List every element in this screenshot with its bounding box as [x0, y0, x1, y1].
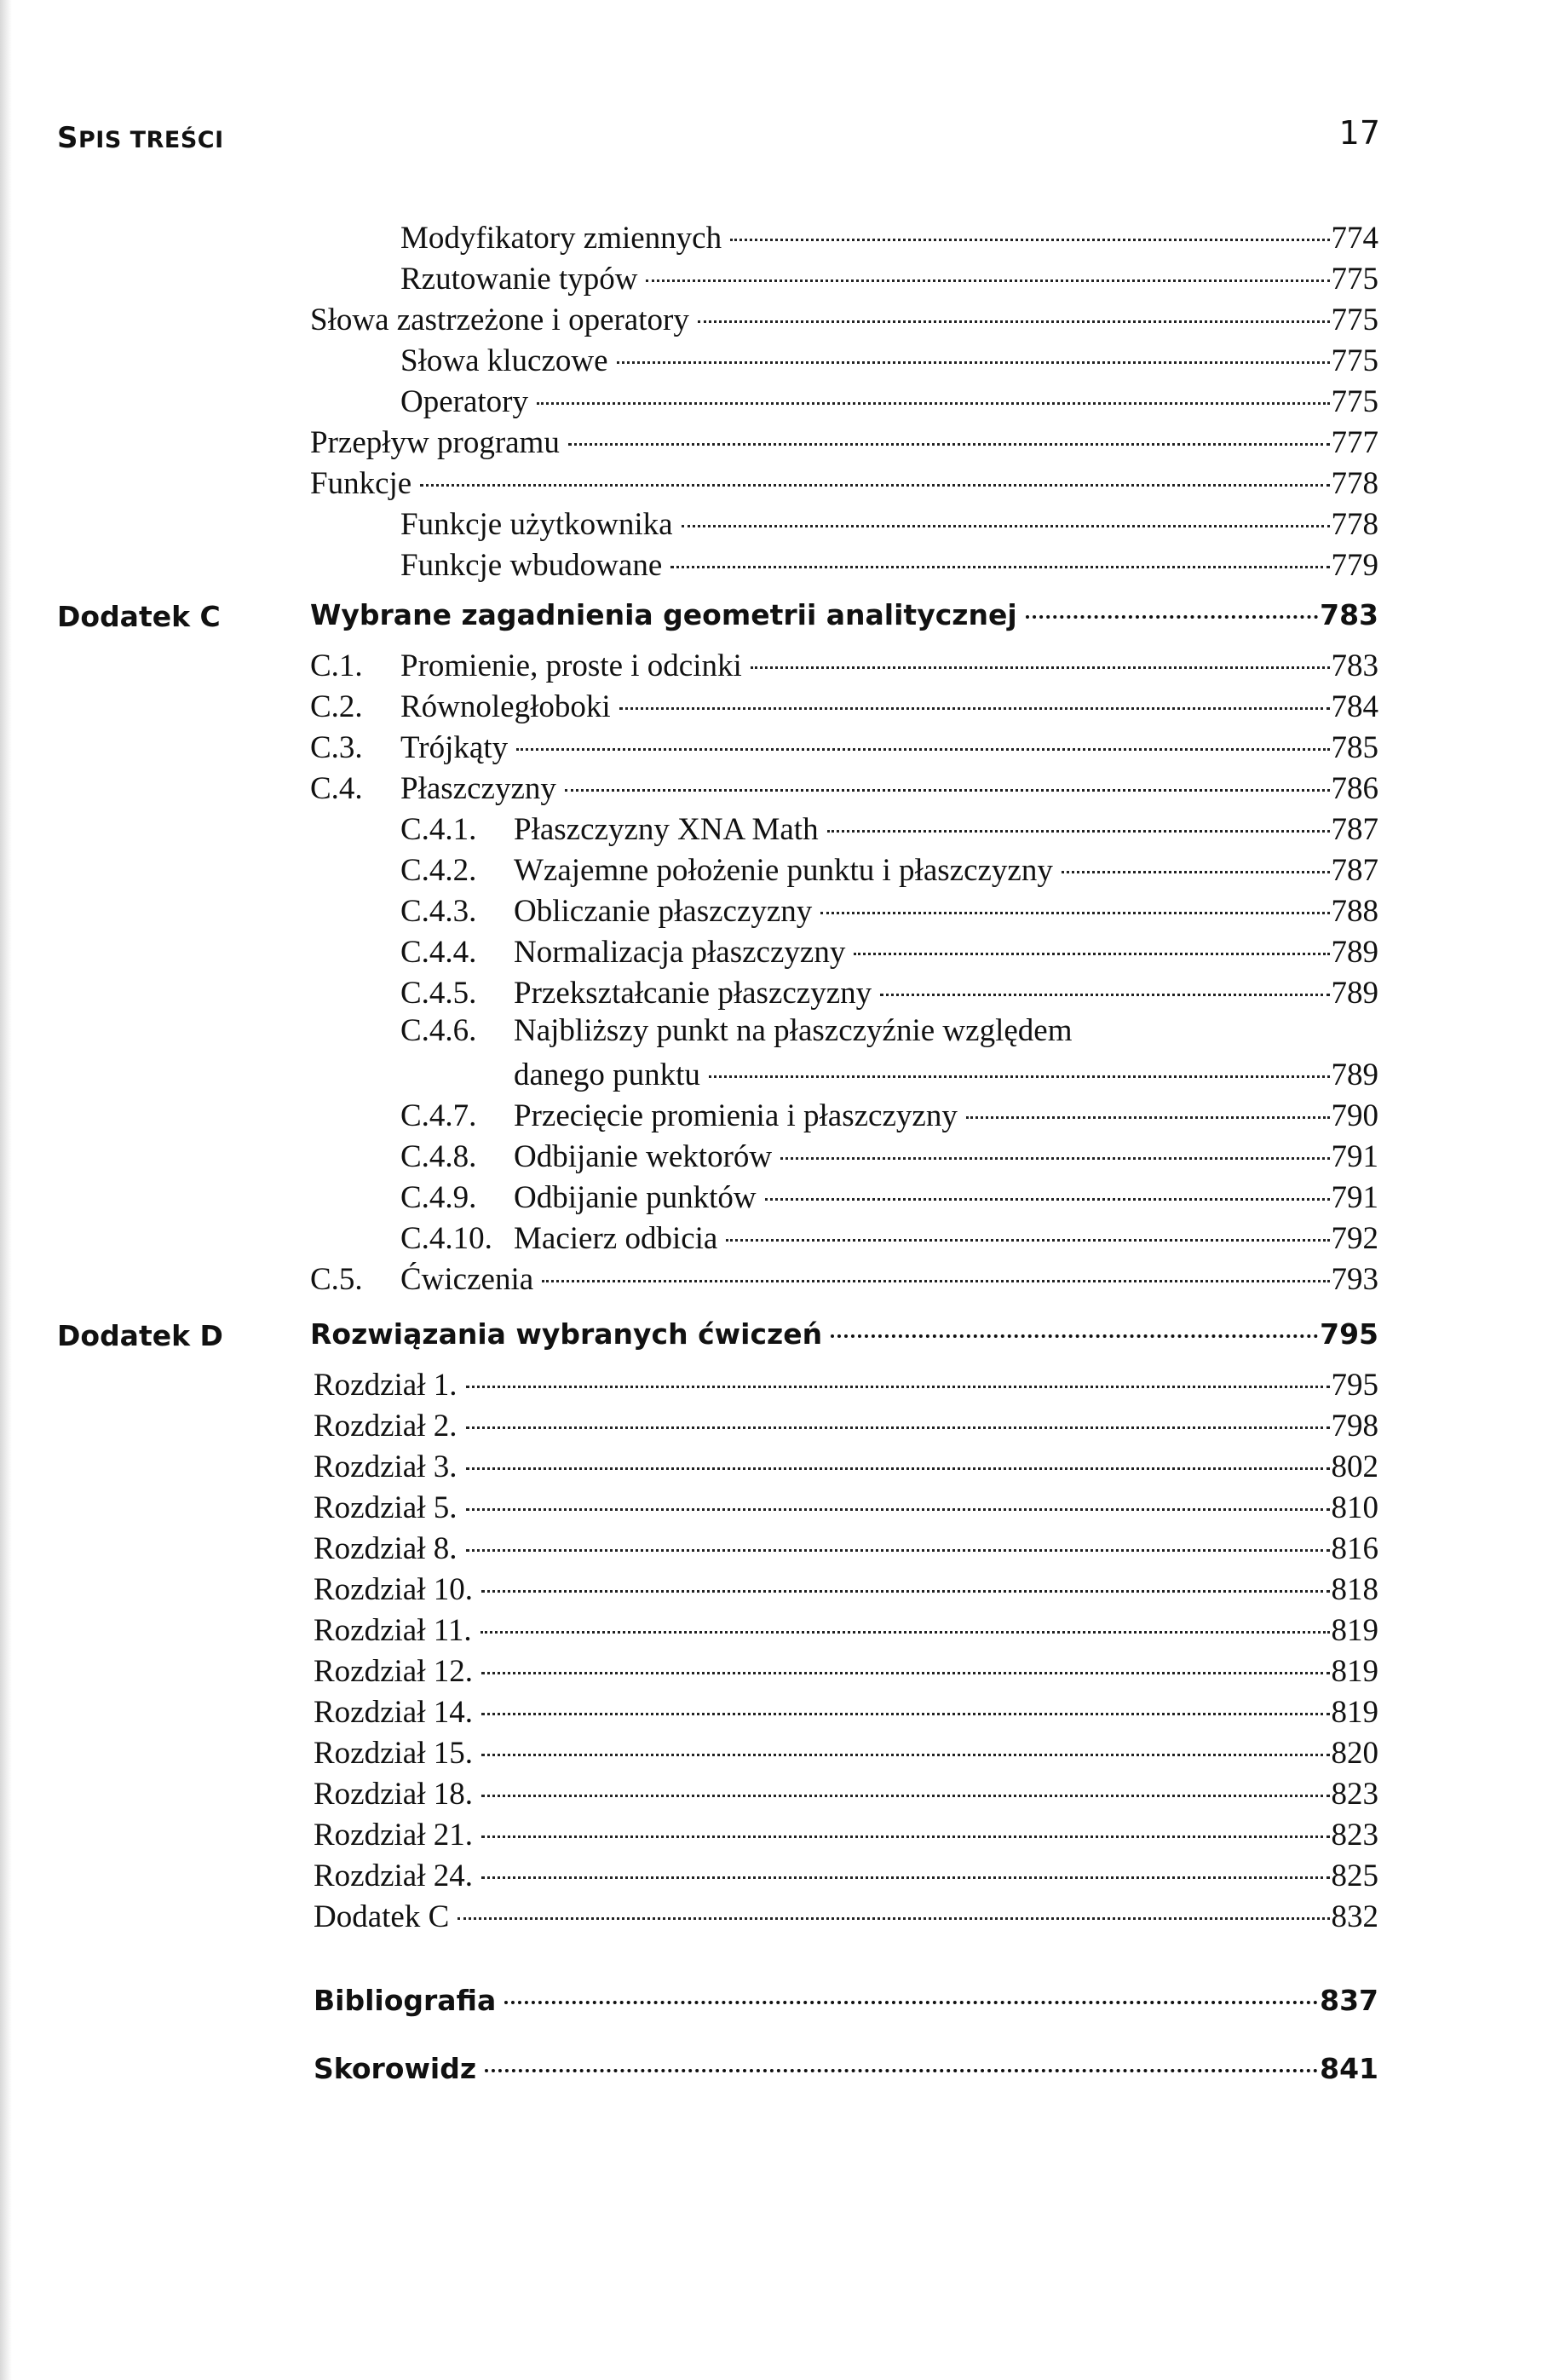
index-page: 841: [1320, 2052, 1378, 2085]
dot-leader: [466, 1363, 1330, 1395]
dot-leader: [646, 257, 1329, 289]
toc-entry-page: 819: [1331, 1654, 1378, 1689]
dot-leader: [880, 971, 1329, 1003]
toc-entry[interactable]: [400, 380, 1378, 421]
dot-leader: [481, 1691, 1329, 1722]
subsection-page: 787: [1331, 812, 1378, 847]
appendix-d-tag: Dodatek D: [57, 1319, 223, 1352]
toc-entry-label: Rozdział 12.: [314, 1654, 474, 1689]
section-page: 786: [1331, 771, 1378, 806]
subsection-number: C.4.5.: [400, 976, 477, 1011]
toc-entry-label: Rozdział 24.: [314, 1858, 474, 1893]
toc-entry[interactable]: [314, 1568, 1378, 1609]
toc-subsection[interactable]: [400, 1094, 1378, 1135]
toc-entry[interactable]: [310, 462, 1378, 503]
section-number: C.2.: [310, 689, 363, 724]
toc-entry-label: Rozdział 8.: [314, 1531, 457, 1566]
toc-entry-label: Przepływ programu: [310, 425, 560, 460]
toc-entry-page: 825: [1331, 1858, 1378, 1893]
subsection-label: Odbijanie punktów: [514, 1180, 757, 1215]
subsection-label-continuation: danego punktu: [514, 1057, 700, 1092]
dot-leader: [485, 2050, 1318, 2078]
dot-leader: [568, 421, 1330, 452]
toc-entry-page: 795: [1331, 1368, 1378, 1403]
dot-leader: [780, 1135, 1329, 1167]
toc-entry-label: Funkcje wbudowane: [400, 548, 663, 583]
dot-leader: [481, 1568, 1329, 1599]
toc-entry[interactable]: [314, 1527, 1378, 1568]
toc-entry-label: Słowa zastrzeżone i operatory: [310, 303, 689, 337]
appendix-d-title: Rozwiązania wybranych ćwiczeń: [310, 1317, 823, 1351]
subsection-label: Wzajemne położenie punktu i płaszczyzny: [514, 853, 1053, 888]
section-label: Równoległoboki: [400, 689, 611, 724]
toc-entry-label: Rozdział 15.: [314, 1736, 474, 1771]
toc-entry[interactable]: [310, 421, 1378, 462]
subsection-label: Najbliższy punkt na płaszczyźnie względem: [514, 1013, 1073, 1048]
bibliography-page: 837: [1320, 1984, 1378, 2017]
toc-entry[interactable]: [314, 1609, 1378, 1650]
subsection-label: Macierz odbicia: [514, 1221, 718, 1256]
section-page: 785: [1331, 730, 1378, 765]
toc-entry[interactable]: [310, 298, 1378, 339]
toc-entry-label: Rozdział 10.: [314, 1572, 474, 1607]
dot-leader: [565, 767, 1330, 798]
subsection-page: 792: [1331, 1221, 1378, 1256]
appendix-c-heading[interactable]: [310, 596, 1378, 637]
subsection-page: 789: [1331, 935, 1378, 970]
toc-entry-page: 820: [1331, 1736, 1378, 1771]
subsection-number: C.4.9.: [400, 1180, 477, 1215]
appendix-d-page: 795: [1320, 1317, 1378, 1351]
toc-entry[interactable]: [314, 1691, 1378, 1732]
toc-entry-label: Rozdział 14.: [314, 1695, 474, 1730]
subsection-number: C.4.4.: [400, 935, 477, 970]
dot-leader: [481, 1732, 1329, 1763]
toc-entry[interactable]: [314, 1813, 1378, 1854]
appendix-c-title: Wybrane zagadnienia geometrii analitycznej: [310, 598, 1017, 631]
toc-entry[interactable]: [314, 1650, 1378, 1691]
dot-leader: [820, 890, 1329, 921]
dot-leader: [481, 1772, 1329, 1804]
section-label: Ćwiczenia: [400, 1262, 534, 1297]
toc-entry-page: 775: [1331, 384, 1378, 419]
toc-entry-label: Rozdział 1.: [314, 1368, 457, 1403]
subsection-label: Odbijanie wektorów: [514, 1139, 773, 1174]
subsection-page: 787: [1331, 853, 1378, 888]
toc-entry-page: 819: [1331, 1613, 1378, 1648]
subsection-number: C.4.7.: [400, 1098, 477, 1133]
toc-entry-label: Funkcje użytkownika: [400, 507, 673, 542]
toc-entry-page: 816: [1331, 1531, 1378, 1566]
subsection-page: 789: [1331, 1057, 1378, 1092]
page-number: 17: [1338, 114, 1380, 152]
subsection-label: Przecięcie promienia i płaszczyzny: [514, 1098, 958, 1133]
section-page: 783: [1331, 648, 1378, 683]
toc-entry[interactable]: [314, 1404, 1378, 1445]
toc-entry[interactable]: [314, 1363, 1378, 1404]
subsection-page: 788: [1331, 894, 1378, 929]
subsection-number: C.4.2.: [400, 853, 477, 888]
toc-entry[interactable]: [400, 503, 1378, 544]
dot-leader: [537, 380, 1330, 412]
toc-section[interactable]: [310, 685, 1378, 726]
toc-entry[interactable]: [314, 1445, 1378, 1486]
toc-entry-page: 778: [1331, 466, 1378, 501]
toc-subsection[interactable]: [400, 808, 1378, 849]
subsection-label: Obliczanie płaszczyzny: [514, 894, 813, 929]
toc-entry-label: Dodatek C: [314, 1899, 450, 1934]
toc-entry-page: 778: [1331, 507, 1378, 542]
toc-entry-label: Rozdział 11.: [314, 1613, 472, 1648]
dot-leader: [466, 1404, 1330, 1436]
dot-leader: [854, 931, 1329, 962]
dot-leader: [420, 462, 1329, 493]
toc-entry-page: 819: [1331, 1695, 1378, 1730]
dot-leader: [542, 1258, 1329, 1289]
dot-leader: [516, 726, 1329, 758]
subsection-label: Płaszczyzny XNA Math: [514, 812, 819, 847]
toc-entry-label: Funkcje: [310, 466, 412, 501]
toc-subsection[interactable]: [400, 1135, 1378, 1176]
toc-entry[interactable]: [314, 1772, 1378, 1813]
section-label: Trójkąty: [400, 730, 509, 765]
toc-entry[interactable]: [314, 1895, 1378, 1936]
running-head-initial: S: [57, 121, 78, 155]
dot-leader: [481, 1609, 1330, 1640]
toc-entry-label: Rozdział 2.: [314, 1409, 457, 1444]
dot-leader: [481, 1854, 1329, 1886]
toc-entry[interactable]: [314, 1854, 1378, 1895]
toc-section[interactable]: [310, 767, 1378, 808]
subsection-label: Normalizacja płaszczyzny: [514, 935, 846, 970]
toc-subsection[interactable]: [400, 890, 1378, 931]
dot-leader: [670, 544, 1329, 575]
dot-leader: [730, 216, 1329, 248]
toc-subsection[interactable]: [400, 971, 1378, 1012]
dot-leader: [751, 644, 1330, 676]
section-number: C.3.: [310, 730, 363, 765]
toc-subsection[interactable]: [400, 1217, 1378, 1258]
toc-entry-page: 810: [1331, 1490, 1378, 1525]
appendix-c-tag: Dodatek C: [57, 600, 221, 633]
section-page: 793: [1331, 1262, 1378, 1297]
dot-leader: [619, 685, 1330, 717]
dot-leader: [457, 1895, 1329, 1927]
dot-leader: [466, 1445, 1330, 1477]
dot-leader: [504, 1982, 1318, 2010]
subsection-page: 790: [1331, 1098, 1378, 1133]
index-entry[interactable]: [314, 2050, 1378, 2091]
subsection-number: C.4.6.: [400, 1013, 477, 1048]
subsection-page: 791: [1331, 1180, 1378, 1215]
toc-entry-page: 818: [1331, 1572, 1378, 1607]
toc-entry-label: Rzutowanie typów: [400, 262, 638, 297]
toc-subsection[interactable]: [400, 1176, 1378, 1217]
toc-entry[interactable]: [314, 1732, 1378, 1772]
toc-entry-page: 802: [1331, 1449, 1378, 1484]
dot-leader: [966, 1094, 1330, 1126]
dot-leader: [709, 1053, 1330, 1085]
toc-entry-page: 823: [1331, 1777, 1378, 1812]
toc-entry-page: 779: [1331, 548, 1378, 583]
subsection-label: Przekształcanie płaszczyzny: [514, 976, 872, 1011]
dot-leader: [481, 1813, 1329, 1845]
toc-entry-page: 775: [1331, 262, 1378, 297]
section-label: Promienie, proste i odcinki: [400, 648, 742, 683]
section-number: C.5.: [310, 1262, 363, 1297]
section-number: C.4.: [310, 771, 363, 806]
subsection-number: C.4.10.: [400, 1221, 492, 1256]
toc-entry[interactable]: [400, 257, 1378, 298]
scan-edge-shadow: [0, 0, 12, 2380]
toc-entry-label: Słowa kluczowe: [400, 343, 608, 378]
dot-leader: [1026, 596, 1318, 625]
dot-leader: [466, 1527, 1330, 1559]
toc-entry-page: 774: [1331, 221, 1378, 256]
dot-leader: [765, 1176, 1330, 1207]
toc-entry[interactable]: [314, 1486, 1378, 1527]
toc-entry[interactable]: [400, 216, 1378, 257]
toc-entry-page: 798: [1331, 1409, 1378, 1444]
dot-leader: [682, 503, 1330, 534]
toc-entry-page: 832: [1331, 1899, 1378, 1934]
toc-subsection[interactable]: [400, 849, 1378, 890]
dot-leader: [827, 808, 1330, 839]
dot-leader: [1062, 849, 1330, 880]
appendix-c-page: 783: [1320, 598, 1378, 631]
toc-subsection-multiline[interactable]: [400, 1012, 1072, 1049]
toc-entry-label: Rozdział 3.: [314, 1449, 457, 1484]
dot-leader: [481, 1650, 1329, 1681]
running-head-rest: PIS TREŚCI: [78, 127, 224, 153]
subsection-number: C.4.3.: [400, 894, 477, 929]
toc-section[interactable]: [310, 726, 1378, 767]
toc-entry[interactable]: [400, 544, 1378, 585]
toc-entry-label: Rozdział 21.: [314, 1818, 474, 1853]
toc-section[interactable]: [310, 1258, 1378, 1299]
toc-entry-page: 823: [1331, 1818, 1378, 1853]
dot-leader: [726, 1217, 1329, 1248]
toc-entry-page: 775: [1331, 303, 1378, 337]
subsection-page: 791: [1331, 1139, 1378, 1174]
dot-leader: [466, 1486, 1330, 1518]
toc-entry[interactable]: [400, 339, 1378, 380]
toc-subsection[interactable]: [400, 931, 1378, 971]
section-label: Płaszczyzny: [400, 771, 556, 806]
toc-entry-page: 775: [1331, 343, 1378, 378]
dot-leader: [617, 339, 1330, 371]
section-number: C.1.: [310, 648, 363, 683]
dot-leader: [698, 298, 1330, 330]
bibliography-label: Bibliografia: [314, 1984, 497, 2017]
appendix-d-heading[interactable]: [310, 1316, 1378, 1357]
running-head: [57, 121, 224, 155]
subsection-number: C.4.1.: [400, 812, 477, 847]
section-page: 784: [1331, 689, 1378, 724]
toc-entry-label: Operatory: [400, 384, 528, 419]
bibliography-entry[interactable]: [314, 1982, 1378, 2023]
subsection-page: 789: [1331, 976, 1378, 1011]
toc-entry-label: Modyfikatory zmiennych: [400, 221, 722, 256]
subsection-number: C.4.8.: [400, 1139, 477, 1174]
toc-entry-label: Rozdział 5.: [314, 1490, 457, 1525]
toc-subsection-continuation[interactable]: [514, 1053, 1378, 1094]
dot-leader: [831, 1316, 1318, 1344]
toc-section[interactable]: [310, 644, 1378, 685]
toc-entry-page: 777: [1331, 425, 1378, 460]
index-label: Skorowidz: [314, 2052, 477, 2085]
toc-entry-label: Rozdział 18.: [314, 1777, 474, 1812]
